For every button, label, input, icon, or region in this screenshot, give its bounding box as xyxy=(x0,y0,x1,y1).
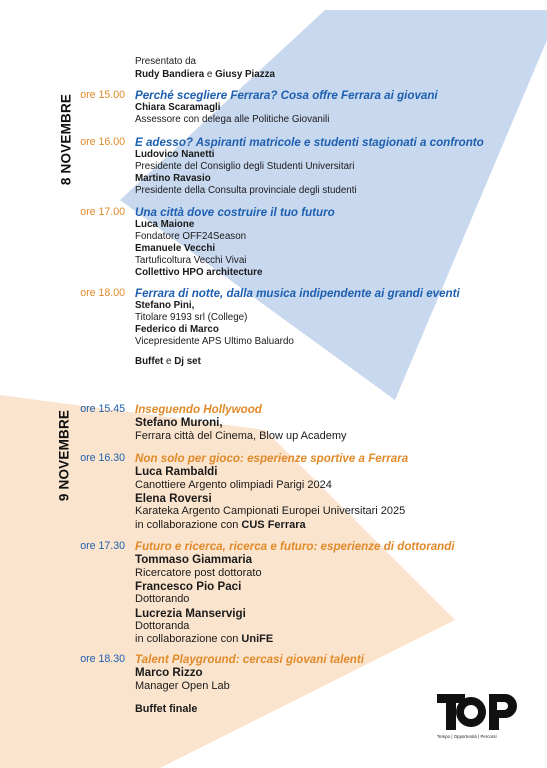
day2-closing: Buffet finale xyxy=(135,703,198,715)
collaboration-org: CUS Ferrara xyxy=(241,518,306,531)
day1-closing xyxy=(135,356,201,367)
closing-conj: e xyxy=(166,356,172,367)
speaker-name: Marco Rizzo xyxy=(135,666,203,680)
day-label-8-novembre: 8 NOVEMBRE xyxy=(58,93,74,186)
speaker-role: Canottiere Argento olimpiadi Parigi 2024 xyxy=(135,478,332,491)
event-title: Ferrara di notte, dalla musica indipendente ai grandi eventi xyxy=(135,287,460,300)
speaker-name: Elena Roversi xyxy=(135,492,212,505)
presenter-name: Rudy Bandiera xyxy=(135,68,205,80)
event-time: ore 18.30 xyxy=(80,653,125,665)
logo-tagline: Tempo | Opportunità | Percorsi xyxy=(437,734,497,739)
event-title: Inseguendo Hollywood xyxy=(135,403,262,416)
presenter-name: Giusy Piazza xyxy=(215,68,275,80)
event-time: ore 17.30 xyxy=(80,540,125,552)
speaker-name: Tommaso Giammaria xyxy=(135,553,253,567)
closing-djset: Dj set xyxy=(174,356,201,367)
speaker-name: Lucrezia Manservigi xyxy=(135,606,246,620)
speaker-name: Collettivo HPO architecture xyxy=(135,267,263,279)
event-time: ore 18.00 xyxy=(80,287,125,299)
speaker-role: Dottorando xyxy=(135,593,190,606)
collaboration-line: in collaborazione con CUS Ferrara xyxy=(135,518,306,531)
speaker-name: Francesco Pio Paci xyxy=(135,580,242,593)
event-time: ore 16.30 xyxy=(80,452,125,464)
speaker-role: Assessore con delega alle Politiche Giovanili xyxy=(135,114,330,126)
speaker-role: Tartuficoltura Vecchi Vivai xyxy=(135,255,247,267)
speaker-role: Ricercatore post dottorato xyxy=(135,566,262,579)
event-time: ore 15.45 xyxy=(80,403,125,415)
collaboration-line: in collaborazione con UniFE xyxy=(135,633,274,646)
event-time: ore 15.00 xyxy=(80,89,125,101)
speaker-name: Chiara Scaramagli xyxy=(135,102,221,114)
presenter-block xyxy=(135,56,275,81)
speaker-name: Stefano Muroni, xyxy=(135,416,223,430)
collaboration-org: UniFE xyxy=(241,633,274,646)
event-title: Talent Playground: cercasi giovani talenti xyxy=(135,653,364,666)
closing-buffet: Buffet xyxy=(135,356,164,367)
speaker-name: Martino Ravasio xyxy=(135,173,211,185)
speaker-role: Vicepresidente APS Ultimo Baluardo xyxy=(135,336,294,348)
event-title: Futuro e ricerca, ricerca e futuro: esperienze di dottorandi xyxy=(135,540,455,553)
event-time: ore 17.00 xyxy=(80,206,125,218)
speaker-name: Ludovico Nanetti xyxy=(135,149,215,161)
speaker-name: Luca Maione xyxy=(135,219,195,231)
speaker-role: Ferrara città del Cinema, Blow up Academy xyxy=(135,429,347,442)
presenter-intro: Presentato da xyxy=(135,56,197,67)
presenter-conj: e xyxy=(206,68,213,80)
speaker-role: Karateka Argento Campionati Europei Universitari 2025 xyxy=(135,505,406,518)
speaker-name: Stefano Pini, xyxy=(135,300,195,312)
speaker-role: Titolare 9193 srl (College) xyxy=(135,312,248,324)
speaker-role: Fondatore OFF24Season xyxy=(135,231,247,243)
speaker-role: Manager Open Lab xyxy=(135,679,230,692)
event-title: Non solo per gioco: esperienze sportive a Ferrara xyxy=(135,452,409,465)
event-title: Una città dove costruire il tuo futuro xyxy=(135,206,335,219)
speaker-role: Dottoranda xyxy=(135,619,190,632)
speaker-role: Presidente della Consulta provinciale degli studenti xyxy=(135,185,357,197)
speaker-name: Emanuele Vecchi xyxy=(135,243,216,255)
speaker-name: Federico di Marco xyxy=(135,324,219,336)
day-label-9-novembre: 9 NOVEMBRE xyxy=(56,409,72,502)
event-time: ore 16.00 xyxy=(80,136,125,148)
event-title: Perché scegliere Ferrara? Cosa offre Ferrara ai giovani xyxy=(135,89,438,102)
speaker-role: Presidente del Consiglio degli Studenti Universitari xyxy=(135,161,355,173)
event-title: E adesso? Aspiranti matricole e studenti stagionati a confronto xyxy=(135,136,484,149)
speaker-name: Luca Rambaldi xyxy=(135,465,218,479)
